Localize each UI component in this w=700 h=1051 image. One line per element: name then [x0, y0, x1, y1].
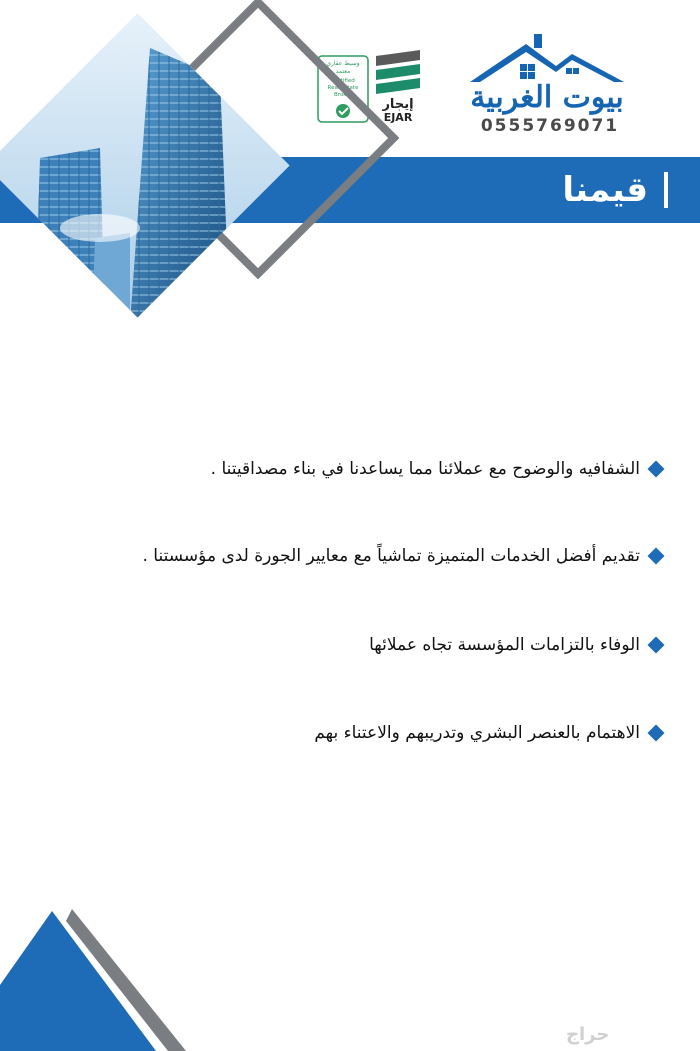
list-item	[42, 543, 662, 569]
title-divider	[664, 172, 668, 208]
section-title: قيمنا	[562, 170, 648, 210]
watermark-text: حراج	[566, 1024, 610, 1045]
cert-line-5: Broker	[334, 92, 352, 98]
phone-number: 0555769071	[480, 116, 620, 136]
diamond-bullet-icon	[648, 548, 665, 565]
list-item	[42, 632, 662, 658]
value-text: الشفافيه والوضوح مع عملائنا مما يساعدنا في بناء مصداقيتنا .	[210, 459, 640, 479]
list-item	[42, 456, 662, 482]
ejar-arabic-text: إيجار	[382, 97, 414, 112]
value-text: تقديم أفضل الخدمات المتميزة تماشياً مع معايير الجورة لدى مؤسستنا .	[142, 546, 640, 566]
brand-name: بيوت الغربية	[470, 80, 624, 115]
cert-line-4: Real estate	[327, 85, 359, 91]
ejar-logo	[372, 48, 424, 123]
corner-triangle	[0, 905, 190, 1051]
diamond-bullet-icon	[648, 461, 665, 478]
diamond-bullet-icon	[648, 725, 665, 742]
cert-line-3: Certified	[331, 78, 355, 84]
value-text: الوفاء بالتزامات المؤسسة تجاه عملائها	[369, 635, 640, 655]
cert-line-2: معتمد	[335, 68, 351, 75]
list-item	[42, 720, 662, 746]
ejar-english-text: EJAR	[383, 111, 413, 123]
cert-line-1: وسيط عقاري	[326, 60, 360, 67]
diamond-bullet-icon	[648, 637, 665, 654]
value-text: الاهتمام بالعنصر البشري وتدريبهم والاعتناء بهم	[314, 723, 640, 743]
